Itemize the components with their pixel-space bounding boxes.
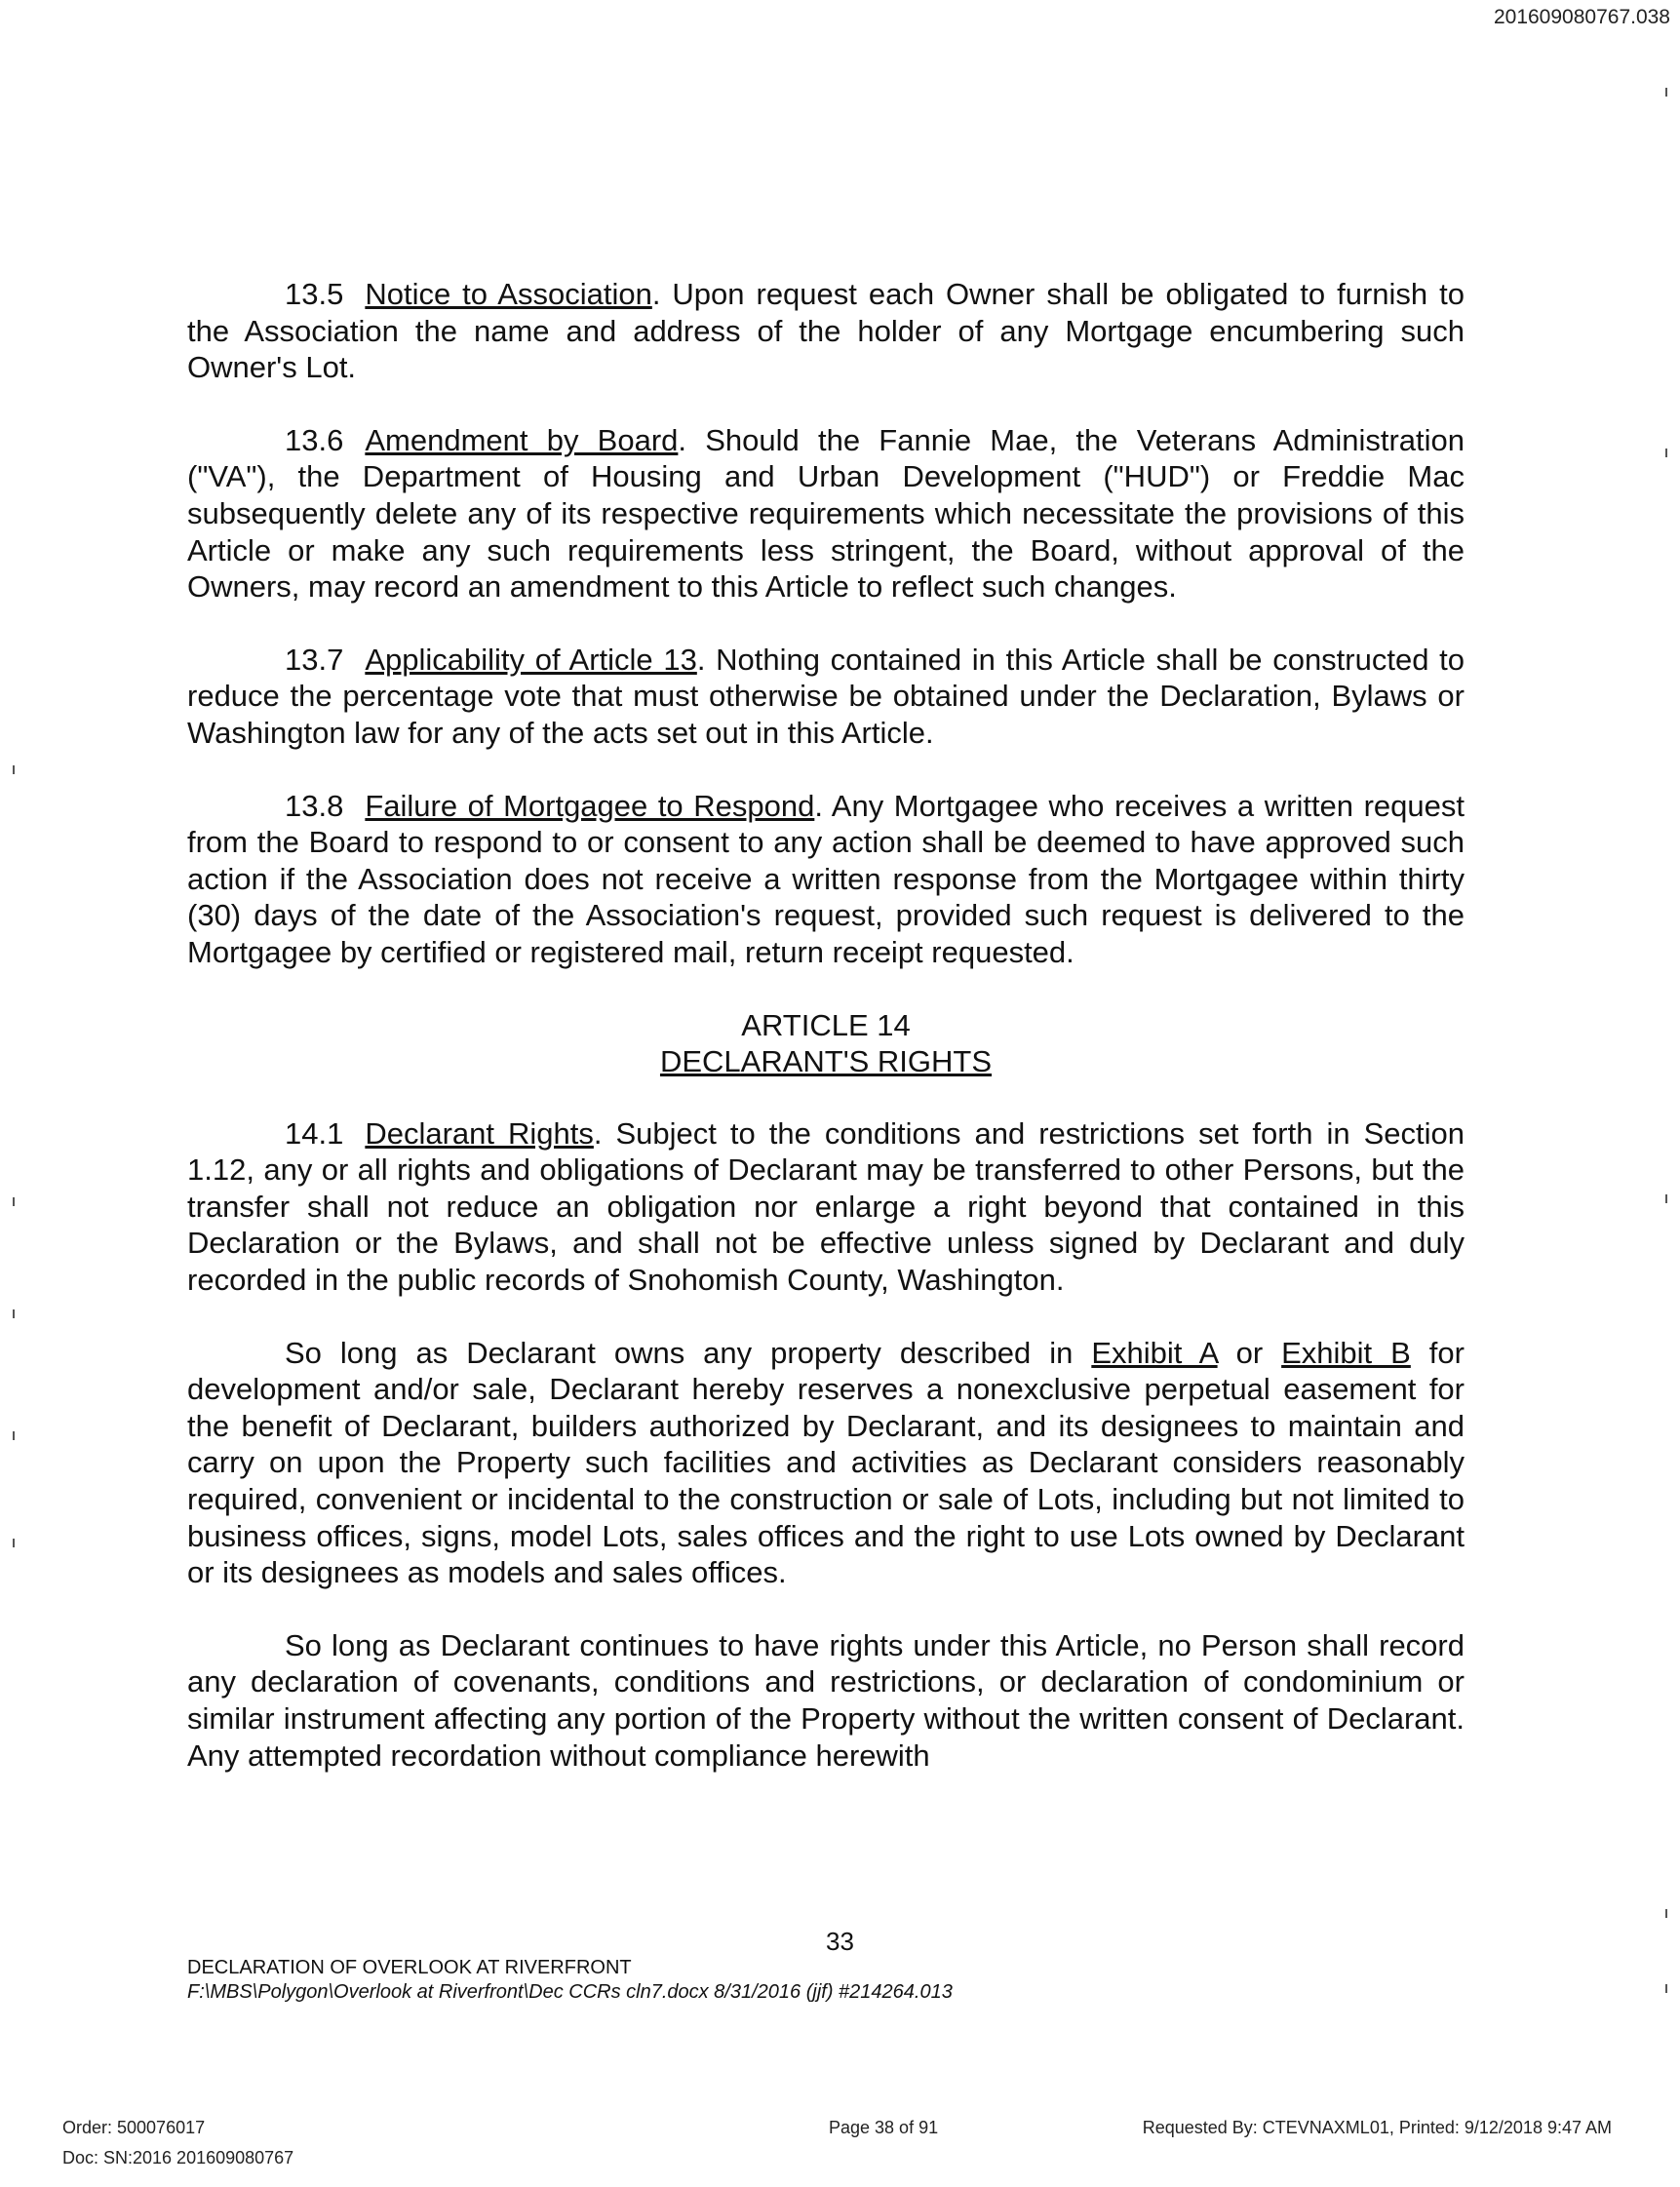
- section-text: . Upon request each Owner shall be obligated to furnish to the Association the name and address of the holder of any Mortgage encumbering such Owner's Lot.: [187, 277, 1465, 385]
- scan-speck: [13, 1197, 15, 1206]
- section-title: Notice to Association: [365, 277, 652, 311]
- paragraph-easement: [187, 1335, 1465, 1591]
- article-label: ARTICLE 14: [741, 1007, 911, 1042]
- paragraph-recordation: So long as Declarant continues to have rights under this Article, no Person shall record any declaration of covenants, conditions and restrictions, or declaration of condominium or similar instrument affecting any portion of the Property without the written consent of Declarant. Any attempted recordation without compliance herewith: [187, 1627, 1465, 1773]
- page-number: 33: [826, 1927, 854, 1956]
- section-number: 14.1: [285, 1115, 344, 1151]
- footer-doc-path: F:\MBS\Polygon\Overlook at Riverfront\Dec CCRs cln7.docx 8/31/2016 (jjf) #214264.013: [187, 1981, 953, 2003]
- section-text: . Subject to the conditions and restrictions set forth in Section 1.12, any or all rights and obligations of Declarant may be transferred to other Persons, but the transfer shall not reduce an obligation nor enlarge a right beyond that contained in this Declaration or the Bylaws, and shall not be effective unless signed by Declarant and duly recorded in the public records of Snohomish County, Washington.: [187, 1115, 1465, 1298]
- section-title: Declarant Rights: [365, 1115, 594, 1151]
- print-page-count: Page 38 of 91: [829, 2118, 939, 2137]
- section-number: 13.7: [285, 642, 344, 677]
- section-13-7: [187, 642, 1465, 752]
- section-13-8: [187, 788, 1465, 971]
- section-13-6: [187, 422, 1465, 605]
- article-title: DECLARANT'S RIGHTS: [659, 1044, 993, 1079]
- paragraph-text: So long as Declarant owns any property described in: [285, 1335, 1092, 1370]
- section-text: . Any Mortgagee who receives a written request from the Board to respond to or consent to any action shall be deemed to have approved such action if the Association does not receive a written response from the Mortgagee within thirty (30) days of the date of the Association's request, provided such request is delivered to the Mortgagee by certified or registered mail, return receipt requested.: [187, 788, 1465, 969]
- article-heading: [187, 1007, 1465, 1080]
- section-number: 13.8: [285, 788, 344, 823]
- section-14-1: [187, 1115, 1465, 1299]
- section-title: Failure of Mortgagee to Respond: [365, 788, 815, 823]
- section-text: . Nothing contained in this Article shall be constructed to reduce the percentage vote that must otherwise be obtained under the Declaration, Bylaws or Washington law for any of the acts set out in this Article.: [187, 642, 1465, 750]
- document-stamp: 201609080767.038: [1493, 6, 1670, 28]
- section-title: Applicability of Article 13: [365, 642, 697, 677]
- print-doc: Doc: SN:2016 201609080767: [62, 2148, 294, 2167]
- scan-speck: [1665, 1194, 1667, 1203]
- footer-doc-title: DECLARATION OF OVERLOOK AT RIVERFRONT: [187, 1957, 632, 1978]
- print-requested-by: Requested By: CTEVNAXML01, Printed: 9/12/2018 9:47 AM: [1142, 2118, 1612, 2137]
- paragraph-text: or: [1217, 1335, 1282, 1370]
- scan-speck: [13, 1539, 15, 1547]
- scan-speck: [13, 765, 15, 774]
- section-number: 13.6: [285, 422, 344, 457]
- paragraph-text: for development and/or sale, Declarant hereby reserves a nonexclusive perpetual easement for the benefit of Declarant, builders authorized by Declarant, and its designees to maintain and carry on upon the Property such facilities and activities as Declarant considers reasonably required, convenient or incidental to the construction or sale of Lots, including but not limited to business offices, signs, model Lots, sales offices and the right to use Lots owned by Declarant or its designees as models and sales offices.: [187, 1335, 1465, 1590]
- section-13-5: [187, 276, 1465, 386]
- scan-speck: [1665, 449, 1667, 457]
- scan-speck: [13, 1309, 15, 1318]
- scan-speck: [1665, 1909, 1667, 1918]
- scan-speck: [13, 1431, 15, 1440]
- exhibit-a-reference: Exhibit A: [1091, 1335, 1218, 1370]
- print-order: Order: 500076017: [62, 2118, 206, 2137]
- scan-speck: [1665, 1984, 1667, 1993]
- section-number: 13.5: [285, 277, 344, 311]
- scan-speck: [1665, 88, 1667, 97]
- document-body: [187, 276, 1465, 1774]
- section-title: Amendment by Board: [365, 422, 679, 457]
- section-text: . Should the Fannie Mae, the Veterans Administration ("VA"), the Department of Housing and Urban Development ("HUD") or Freddie Mac subsequently delete any of its respective requirements which necessitate the provisions of this Article or make any such requirements less stringent, the Board, without approval of the Owners, may record an amendment to this Article to reflect such changes.: [187, 422, 1465, 605]
- exhibit-b-reference: Exhibit B: [1281, 1335, 1411, 1370]
